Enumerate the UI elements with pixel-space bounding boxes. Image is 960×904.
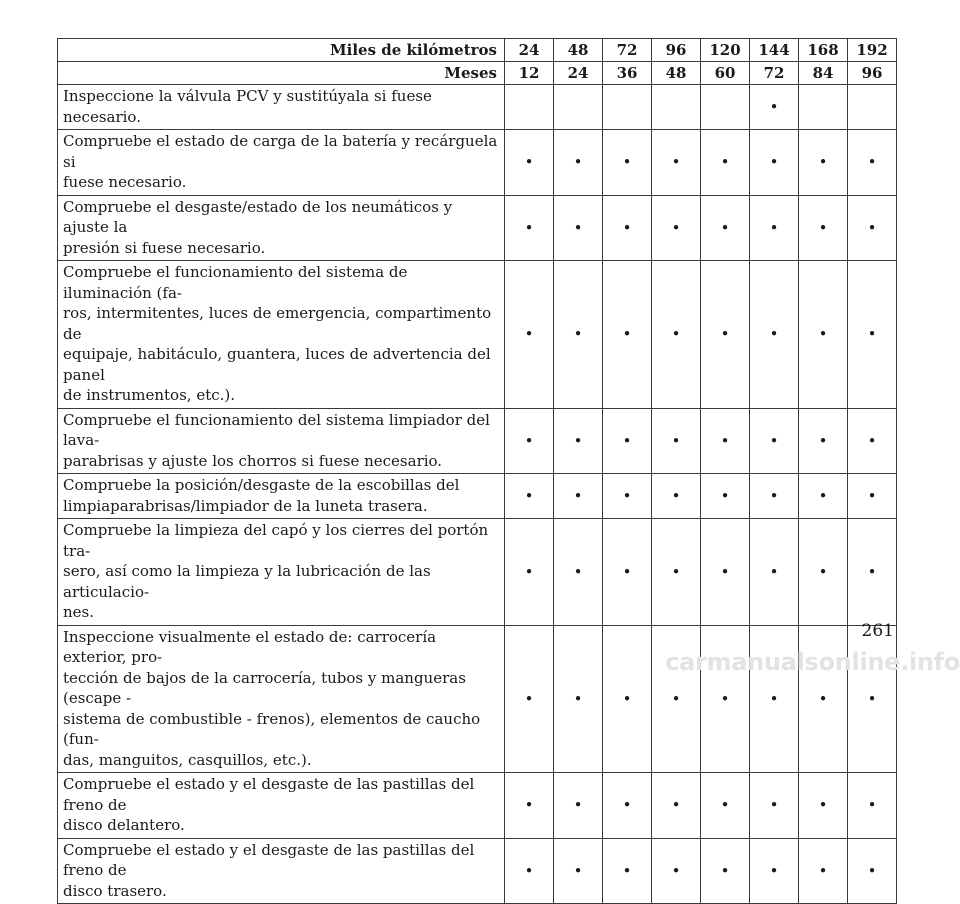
- service-mark: •: [652, 773, 701, 839]
- table-row: [58, 519, 897, 626]
- header-interval-value: 72: [603, 39, 652, 62]
- service-mark: •: [505, 474, 554, 519]
- service-mark: •: [554, 261, 603, 409]
- service-mark: •: [554, 130, 603, 196]
- service-mark: •: [750, 130, 799, 196]
- table-row: [58, 408, 897, 474]
- header-interval-value: 24: [505, 39, 554, 62]
- task-description: Compruebe la posición/desgaste de la escobillas del limpiaparabrisas/limpiador de la luneta trasera.: [58, 474, 505, 519]
- service-mark: •: [603, 195, 652, 261]
- service-mark: •: [701, 261, 750, 409]
- service-mark: •: [701, 130, 750, 196]
- service-mark: •: [505, 625, 554, 773]
- service-mark: •: [652, 474, 701, 519]
- service-mark: •: [848, 130, 897, 196]
- header-interval-value: 48: [554, 39, 603, 62]
- table-row: [58, 474, 897, 519]
- table-row: [58, 85, 897, 130]
- service-mark: •: [848, 838, 897, 904]
- service-mark: •: [652, 261, 701, 409]
- service-mark: [603, 85, 652, 130]
- service-mark: [701, 85, 750, 130]
- task-description: Compruebe la limpieza del capó y los cierres del portón tra- sero, así como la limpieza y la lubricación de las articulacio- nes.: [58, 519, 505, 626]
- service-mark: •: [603, 519, 652, 626]
- service-mark: •: [848, 474, 897, 519]
- task-description: Compruebe el estado y el desgaste de las pastillas del freno de disco delantero.: [58, 773, 505, 839]
- service-mark: •: [652, 625, 701, 773]
- service-mark: [652, 85, 701, 130]
- service-mark: •: [750, 474, 799, 519]
- header-label: Meses: [58, 62, 505, 85]
- header-interval-value: 96: [652, 39, 701, 62]
- service-mark: •: [603, 261, 652, 409]
- service-mark: •: [701, 625, 750, 773]
- header-interval-value: 60: [701, 62, 750, 85]
- service-mark: •: [554, 519, 603, 626]
- service-mark: [799, 85, 848, 130]
- header-interval-value: 12: [505, 62, 554, 85]
- service-mark: •: [701, 408, 750, 474]
- service-mark: [848, 85, 897, 130]
- service-mark: •: [848, 625, 897, 773]
- service-mark: •: [505, 773, 554, 839]
- service-mark: •: [652, 130, 701, 196]
- service-mark: •: [799, 130, 848, 196]
- service-mark: •: [652, 195, 701, 261]
- service-mark: •: [603, 773, 652, 839]
- service-mark: •: [848, 773, 897, 839]
- watermark: carmanualsonline.info: [665, 648, 960, 676]
- header-interval-value: 36: [603, 62, 652, 85]
- header-interval-value: 192: [848, 39, 897, 62]
- service-mark: •: [505, 195, 554, 261]
- service-mark: •: [848, 519, 897, 626]
- header-row: [58, 62, 897, 85]
- service-mark: •: [505, 261, 554, 409]
- service-mark: •: [505, 130, 554, 196]
- service-mark: •: [750, 838, 799, 904]
- service-mark: •: [652, 519, 701, 626]
- service-mark: •: [603, 408, 652, 474]
- service-mark: •: [505, 838, 554, 904]
- header-interval-value: 72: [750, 62, 799, 85]
- header-interval-value: 24: [554, 62, 603, 85]
- service-mark: •: [701, 195, 750, 261]
- service-mark: •: [750, 261, 799, 409]
- service-mark: •: [701, 519, 750, 626]
- table-row: [58, 261, 897, 409]
- service-mark: •: [799, 408, 848, 474]
- table-body: [58, 39, 897, 904]
- task-description: Compruebe el funcionamiento del sistema limpiador del lava- parabrisas y ajuste los chorros si fuese necesario.: [58, 408, 505, 474]
- service-mark: •: [603, 130, 652, 196]
- header-label: Miles de kilómetros: [58, 39, 505, 62]
- header-row: [58, 39, 897, 62]
- service-mark: •: [603, 474, 652, 519]
- service-mark: •: [554, 474, 603, 519]
- task-description: Inspeccione visualmente el estado de: carrocería exterior, pro- tección de bajos de la carrocería, tubos y mangueras (escape - sistema de combustible - frenos), elementos de caucho (fun- das, manguitos, casquillos, etc.).: [58, 625, 505, 773]
- header-interval-value: 144: [750, 39, 799, 62]
- task-description: Compruebe el estado de carga de la batería y recárguela si fuese necesario.: [58, 130, 505, 196]
- service-mark: •: [701, 474, 750, 519]
- service-mark: [554, 85, 603, 130]
- service-mark: •: [603, 625, 652, 773]
- service-mark: •: [848, 261, 897, 409]
- service-mark: •: [554, 773, 603, 839]
- service-mark: •: [750, 519, 799, 626]
- task-description: Compruebe el desgaste/estado de los neumáticos y ajuste la presión si fuese necesario.: [58, 195, 505, 261]
- table-row: [58, 838, 897, 904]
- task-description: Inspeccione la válvula PCV y sustitúyala si fuese necesario.: [58, 85, 505, 130]
- task-description: Compruebe el funcionamiento del sistema de iluminación (fa- ros, intermitentes, luces de emergencia, compartimento de equipaje, habitáculo, guantera, luces de advertencia del panel de instrumentos, etc.).: [58, 261, 505, 409]
- service-mark: •: [652, 408, 701, 474]
- service-mark: •: [799, 625, 848, 773]
- service-mark: •: [554, 625, 603, 773]
- service-mark: •: [701, 838, 750, 904]
- maintenance-schedule-table: [57, 38, 897, 904]
- service-mark: •: [799, 773, 848, 839]
- header-interval-value: 96: [848, 62, 897, 85]
- header-interval-value: 168: [799, 39, 848, 62]
- task-description: Compruebe el estado y el desgaste de las pastillas del freno de disco trasero.: [58, 838, 505, 904]
- service-mark: •: [603, 838, 652, 904]
- service-mark: [505, 85, 554, 130]
- page-number: 261: [861, 621, 894, 641]
- table-row: [58, 773, 897, 839]
- service-mark: •: [701, 773, 750, 839]
- service-mark: •: [750, 625, 799, 773]
- service-mark: •: [799, 195, 848, 261]
- header-interval-value: 48: [652, 62, 701, 85]
- service-mark: •: [848, 195, 897, 261]
- header-interval-value: 84: [799, 62, 848, 85]
- service-mark: •: [505, 408, 554, 474]
- header-interval-value: 120: [701, 39, 750, 62]
- service-mark: •: [799, 261, 848, 409]
- service-mark: •: [750, 408, 799, 474]
- service-mark: •: [554, 838, 603, 904]
- service-mark: •: [848, 408, 897, 474]
- service-mark: •: [554, 195, 603, 261]
- service-mark: •: [750, 195, 799, 261]
- service-mark: •: [799, 519, 848, 626]
- table-row: [58, 195, 897, 261]
- service-mark: •: [505, 519, 554, 626]
- service-mark: •: [799, 474, 848, 519]
- table-row: [58, 130, 897, 196]
- service-mark: •: [750, 773, 799, 839]
- service-mark: •: [554, 408, 603, 474]
- service-mark: •: [799, 838, 848, 904]
- service-mark: •: [750, 85, 799, 130]
- service-mark: •: [652, 838, 701, 904]
